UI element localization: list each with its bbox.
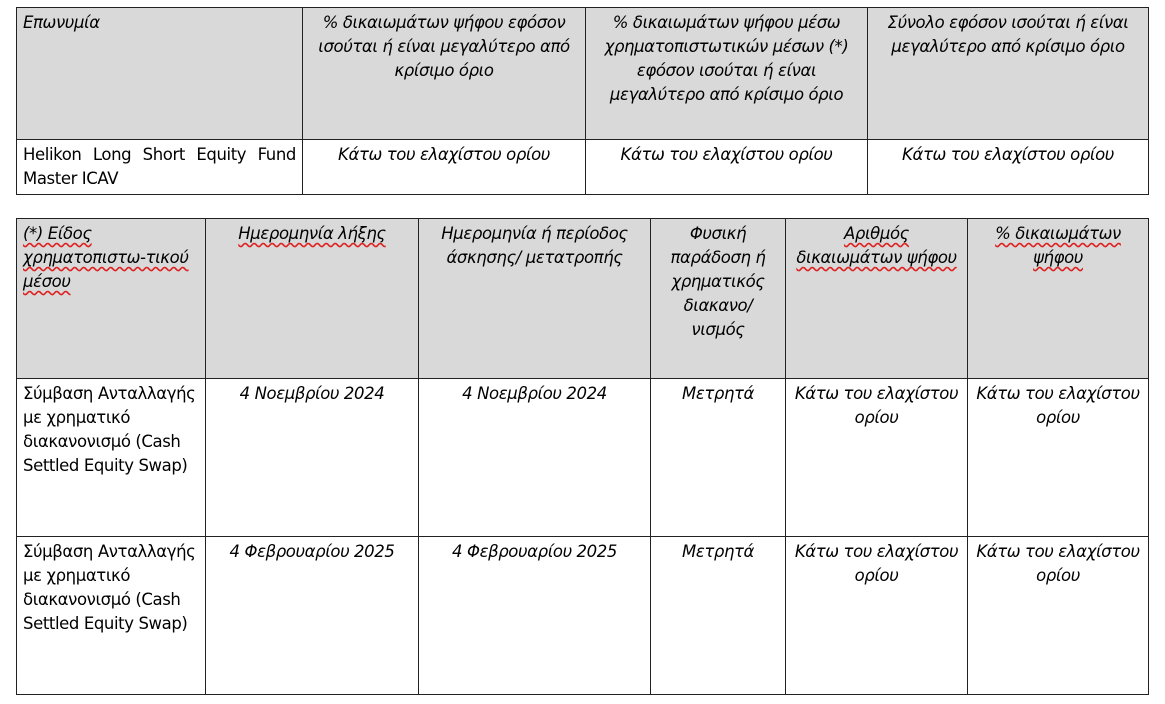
header-settlement: Φυσική παράδοση ή χρηματικός διακανο/ νισμός xyxy=(651,219,786,379)
voting-rights-pct: Κάτω του ελαχίστου ορίου xyxy=(968,379,1149,537)
table-row xyxy=(17,140,1149,195)
header-name: Επωνυμία xyxy=(17,8,303,140)
voting-rights-count: Κάτω του ελαχίστου ορίου xyxy=(786,537,968,695)
header-total: Σύνολο εφόσον ισούται ή είναι μεγαλύτερο από κρίσιμο όριο xyxy=(868,8,1149,140)
settlement: Μετρητά xyxy=(651,379,786,537)
voting-rights-count: Κάτω του ελαχίστου ορίου xyxy=(786,379,968,537)
table-header-row xyxy=(17,8,1149,140)
voting-rights-table xyxy=(16,7,1149,195)
exercise-period: 4 Νοεμβρίου 2024 xyxy=(419,379,651,537)
header-instrument-voting-rights-pct: % δικαιωμάτων ψήφου μέσω χρηματοπιστωτικών μέσων (*) εφόσον ισούται ή είναι μεγαλύτερο από κρίσιμο όριο xyxy=(586,8,868,140)
header-voting-rights-count: Αριθμός δικαιωμάτων ψήφου xyxy=(786,219,968,379)
voting-rights-pct: Κάτω του ελαχίστου ορίου xyxy=(968,537,1149,695)
instrument-type: Σύμβαση Ανταλλαγής με χρηματικό διακανονισμό (Cash Settled Equity Swap) xyxy=(17,379,206,537)
instrument-type: Σύμβαση Ανταλλαγής με χρηματικό διακανονισμό (Cash Settled Equity Swap) xyxy=(17,537,206,695)
holder-name: Helikon Long Short Equity Fund Master ICAV xyxy=(17,140,303,195)
table-row xyxy=(17,537,1149,695)
financial-instruments-table xyxy=(16,218,1149,695)
header-voting-rights-pct: % δικαιωμάτων ψήφου xyxy=(968,219,1149,379)
exercise-period: 4 Φεβρουαρίου 2025 xyxy=(419,537,651,695)
header-expiry-date: Ημερομηνία λήξης xyxy=(206,219,419,379)
header-exercise-period: Ημερομηνία ή περίοδος άσκησης/ μετατροπής xyxy=(419,219,651,379)
instrument-voting-rights-pct: Κάτω του ελαχίστου ορίου xyxy=(586,140,868,195)
settlement: Μετρητά xyxy=(651,537,786,695)
total-pct: Κάτω του ελαχίστου ορίου xyxy=(868,140,1149,195)
header-instrument-type: (*) Είδος χρηματοπιστω-τικού μέσου xyxy=(17,219,206,379)
header-voting-rights-pct: % δικαιωμάτων ψήφου εφόσον ισούται ή είναι μεγαλύτερο από κρίσιμο όριο xyxy=(303,8,586,140)
voting-rights-pct: Κάτω του ελαχίστου ορίου xyxy=(303,140,586,195)
table-header-row xyxy=(17,219,1149,379)
table-row xyxy=(17,379,1149,537)
expiry-date: 4 Νοεμβρίου 2024 xyxy=(206,379,419,537)
expiry-date: 4 Φεβρουαρίου 2025 xyxy=(206,537,419,695)
